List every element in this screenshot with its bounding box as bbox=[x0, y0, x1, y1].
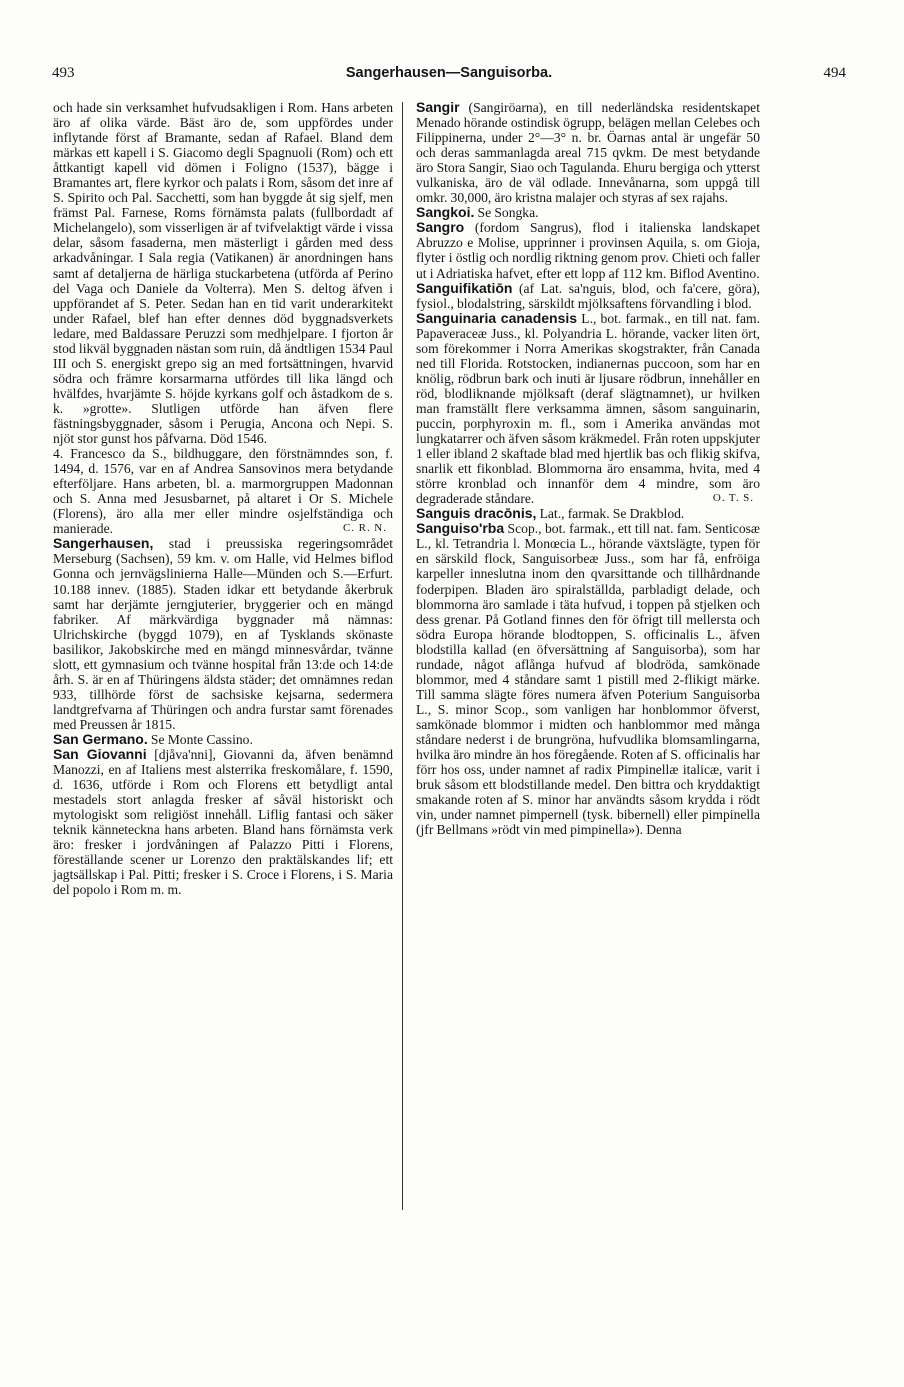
entry-text: (Sangiröarna), en till nederländska residentskapet Menado hörande ostindisk ögrupp, belägen mellan Celebes och Filippinerna, under 2°—3° n. br. Öarnas antal är ungefär 50 och deras sammanlagda areal 715 qvkm. De mest betydande äro Stora Sangir, Siao och Tagulanda. Ehuru bergiga och ytterst vulkaniska, äro de väl odlade. Innevånarna, som uppgå till omkr. 30,000, äro kristna malajer och styras af sex rajahs. bbox=[416, 100, 760, 206]
headword: Sangir bbox=[416, 99, 460, 115]
entry-text: (af Lat. sa'nguis, blod, och fa'cere, göra), fysiol., blodalstring, särskildt mjölksaftens förvandling i blod. bbox=[416, 280, 760, 311]
headword: Sanguis dracōnis, bbox=[416, 505, 537, 522]
entry-text: Scop., bot. farmak., ett till nat. fam. Senticosæ L., kl. Tetrandria l. Monœcia L., hörande växtslägte, typen för en särskild flock, Sanguisorbeæ Juss., som har få, enfröiga karpeller inneslutna inom den qvarsittande och tillhårdnande foderpipen. Bladen äro spiralställda, parbladigt delade, och blommorna äro samlade i täta hufvud, i toppen på stjelken och dess grenar. På Gotland finnes den för öfrigt till mellersta och södra Europa hörande blodtoppen, S. officinalis L., äfven blodstilla kallad (en öfversättning af Sanguisorba), som har rundade, något aflånga hufvud af blodröda, samkönade blommor, med 4 ståndare samt 1 pistill med 2-flikigt märke. Till samma slägte föres numera äfven Poterium Sanguisorba L., S. minor Scop., som vanligen har honblommor öfverst, samkönade blommor i midten och hanblommor med många ståndare nederst i de brungröna, hufvudlika blomsamlingarna, hvilka äro mindre än hos föregående. Roten af S. officinalis har förr hos oss, under namnet af radix Pimpinellæ italicæ, varit i bruk såsom ett blodstillande medel. Den bittra och kryddaktigt smakande roten af S. minor har användts såsom krydda i rödt vin, under namnet pimpernell (tysk. bibernell) eller pimpinella (jfr Bellmans »rödt vin med pimpinella»). Denna bbox=[416, 521, 760, 838]
entry-text: Se Songka. bbox=[474, 205, 539, 221]
entry-text: [djåva'nni], Giovanni da, äfven benämnd Manozzi, en af Italiens mest alsterrika freskomålare, f. 1590, d. 1636, utförde i Rom och Florens ett betydligt antal mestadels stort anlagda fresker af såväl historiskt och mytologiskt som religiöst innehåll. Liflig fantasi och säker teknik känneteckna hans arbeten. Bland hans förnämsta verk äro: fresker i jordvåningen af Palazzo Pitti i Florens, föreställande scener ur Lorenzo den praktälskandes lif; ett jagtsällskap i Pal. Pitti; fresker i S. Croce i Florens, i S. Maria del popolo i Rom m. m. bbox=[53, 747, 394, 898]
entry-sanguis-draconis bbox=[416, 506, 760, 521]
entry-sangkoi bbox=[416, 205, 760, 220]
headword: Sangro bbox=[416, 219, 465, 236]
author-signature: O. T. S. bbox=[712, 492, 754, 505]
entry-sangir bbox=[416, 100, 760, 205]
headword: Sanguiso'rba bbox=[416, 520, 505, 537]
running-title: Sangerhausen—Sanguisorba. bbox=[345, 65, 553, 81]
entry-text: (fordom Sangrus), flod i italienska landskapet Abruzzo e Molise, upprinner i provinsen Aquila, s. om Gioja, flyter i östlig och nordlig riktning genom prov. Chieti och faller ut i Adriatiska hafvet, efter ett lopp af 112 km. Biflod Aventino. bbox=[416, 220, 760, 281]
entry-text: Lat., farmak. Se Drakblod. bbox=[536, 506, 685, 522]
entry-text: L., bot. farmak., en till nat. fam. Papaveraceæ Juss., kl. Polyandria L. hörande, vacker liten ört, som förekommer i Norra Amerikas skogstrakter, från Canada ned till Florida. Rotstocken, indianernas puccoon, som har en knölig, rödbrun bark och inuti är ljusare rödbrun, innehåller en röd, blodliknande mjölksaft (deraf slägtnamnet), ur hvilken man framställt flere verksamma ämnen, såsom sanguinarin, puccin, porphyroxin m. fl., som i Amerika användas mot lungkatarrer och äfven såsom kräkmedel. Från roten uppskjuter 1 eller ibland 2 skaftade blad med hjertlik bas och flikig skifva, snarlik ett fikonblad. Blommorna äro ensamma, hvita, med 4 större kronblad och innanför dem 4 mindre, som äro degraderade ståndare. bbox=[416, 310, 760, 507]
page-header bbox=[52, 65, 846, 87]
entry-sangerhausen bbox=[53, 536, 393, 732]
entry-sanguifikation bbox=[416, 281, 760, 311]
entry-sanguisorba bbox=[416, 521, 760, 837]
entry-text: stad i preussiska regeringsområdet Merseburg (Sachsen), 59 km. v. om Halle, vid Helmes biflod Gonna och jernvägslinierna Halle—Münden och S.—Erfurt. 10.188 innev. (1885). Staden idkar ett betydande åkerbruk samt har derjämte jerngjuterier, bryggerier och en mängd fabriker. Af märkvärdiga byggnader må nämnas: Ulrichskirche (byggd 1079), en af Tysklands skönaste basilikor, Jakobskirche med en mängd minnesvårdar, tvänne slott, ett gymnasium och tvänne hospital från 13:de och 14:de årh. S. är en af Thüringens äldsta städer; det omnämnes redan 933, tillhörde först de sachsiske kejsarna, sedermera landtgrefvarna af Thüringen och andra furstar samt förenades med Preussen år 1815. bbox=[53, 536, 393, 732]
page-number-left: 493 bbox=[52, 65, 75, 81]
entry-sanguinaria bbox=[416, 311, 760, 507]
headword: Sanguinaria canadensis bbox=[416, 309, 578, 326]
entry-san-giovanni bbox=[53, 747, 393, 897]
headword: San Giovanni bbox=[53, 746, 147, 763]
column-divider bbox=[402, 102, 403, 1210]
paragraph-francesco bbox=[53, 446, 393, 536]
headword: Sanguifikatiōn bbox=[416, 279, 513, 296]
headword: Sangkoi. bbox=[416, 204, 475, 221]
entry-san-germano bbox=[53, 732, 393, 747]
entry-sangro bbox=[416, 220, 760, 280]
right-column bbox=[416, 100, 760, 837]
entry-text: Se Monte Cassino. bbox=[147, 731, 253, 747]
left-column bbox=[53, 100, 393, 897]
paragraph-continuation: och hade sin verksamhet hufvudsakligen i Rom. Hans arbeten äro af olika värde. Bäst äro de, som uppfördes under inflytande först af Bramante, sedan af Rafael. Bland dem märkas ett kapell i S. Giacomo degli Spagnuoli (Rom) och ett åttkantigt kapell vid dömen i Foligno (1537), bägge i Bramantes art, flere kyrkor och palats i Rom, såsom det inre af S. Spirito och Pal. Sacchetti, som han byggde åt sig sjelf, men främst Pal. Farnese, Roms förnämsta palats (fullbordadt af Michelangelo), som visserligen är af tvifvelaktigt värde i vissa delar, såsom fasaderna, men mästerligt i gården med dess arkadvåningar. I Sala regia (Vatikanen) är anordningen hans samt af detaljerna de härliga stuckarbetena (utförda af Perino del Vaga och Daniele da Volterra). Men S. deltog äfven i uppförandet af S. Peter. Sedan han en tid varit underarkitekt under Rafael, blef han efter dennes död byggnadsverkets ledare, med Baldassare Peruzzi som medhjelpare. I fjorton år stod likväl byggnaden nästan som ruin, då ändtligen 1534 Paul III och S. energiskt grepo sig an med fortsättningen, hvarvid södra och främre korsarmarna utfördes till lika längd och hvälfdes, hvarjämte S. höjde kyrkans golf och åstadkom de s. k. »grotte». Slutligen utförde han äfven flere fästningsbyggnader, såsom i Perugia, Ancona och Nepi. S. njöt stor gunst hos påfvarna. Död 1546. bbox=[53, 100, 393, 447]
headword: Sangerhausen, bbox=[53, 535, 154, 552]
author-signature: C. R. N. bbox=[343, 522, 387, 535]
headword: San Germano. bbox=[53, 730, 148, 747]
paragraph-text: 4. Francesco da S., bildhuggare, den förstnämndes son, f. 1494, d. 1576, var en af Andrea Sansovinos mera betydande efterföljare. Hans arbeten, bl. a. marmorgruppen Madonnan och S. Anna med Jesusbarnet, på altaret i Or S. Michele (Florens), äro alla mer eller mindre osjelfständiga och manierade. bbox=[53, 446, 393, 537]
page-number-right: 494 bbox=[823, 65, 846, 81]
